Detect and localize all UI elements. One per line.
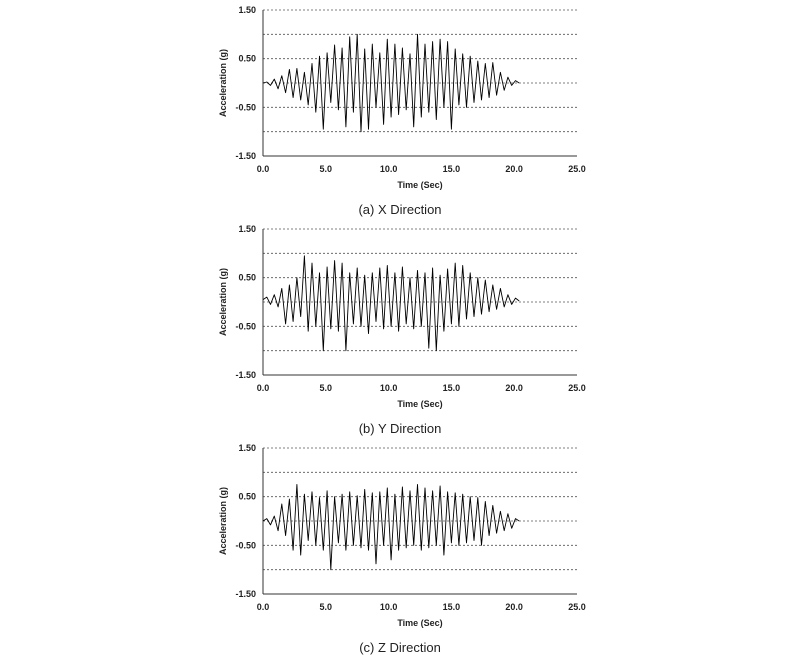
chart-svg-x — [0, 0, 800, 220]
x-tick-label: 15.0 — [442, 602, 461, 612]
x-tick-label: 0.0 — [256, 164, 270, 174]
y-tick-label: -0.50 — [235, 540, 256, 551]
x-tick-label: 25.0 — [568, 383, 586, 393]
x-tick-label: 5.0 — [319, 164, 333, 174]
x-tick-label: 15.0 — [442, 383, 461, 393]
x-tick-label: 5.0 — [319, 383, 333, 393]
y-tick-label: -0.50 — [235, 321, 256, 332]
x-tick-label: 10.0 — [379, 383, 398, 393]
x-tick-label: 20.0 — [505, 602, 523, 612]
x-tick-label: 20.0 — [505, 383, 523, 393]
y-tick-label: 1.50 — [238, 443, 256, 453]
chart-svg-y — [0, 219, 800, 439]
x-tick-label: 5.0 — [319, 602, 333, 612]
x-axis-label: Time (Sec) — [397, 399, 443, 409]
y-tick-label: -1.50 — [235, 370, 256, 380]
y-tick-label: 0.50 — [238, 272, 256, 283]
y-axis-label: Acceleration (g) — [218, 48, 228, 118]
x-axis-label: Time (Sec) — [397, 180, 443, 190]
y-tick-label: 1.50 — [238, 224, 256, 234]
y-axis-label: Acceleration (g) — [218, 486, 228, 556]
y-tick-label: 0.50 — [238, 491, 256, 502]
chart-caption-x: (a) X Direction — [358, 202, 442, 217]
chart-panel-x — [0, 0, 800, 220]
chart-svg-z — [0, 438, 800, 658]
x-tick-label: 0.0 — [256, 383, 270, 393]
x-tick-label: 15.0 — [442, 164, 461, 174]
x-tick-label: 25.0 — [568, 164, 586, 174]
series-line — [263, 256, 519, 351]
chart-caption-z: (c) Z Direction — [359, 640, 441, 655]
x-tick-label: 0.0 — [256, 602, 270, 612]
x-tick-label: 10.0 — [379, 602, 398, 612]
x-tick-label: 20.0 — [505, 164, 523, 174]
chart-panel-y — [0, 219, 800, 439]
chart-caption-y: (b) Y Direction — [358, 421, 442, 436]
y-axis-label: Acceleration (g) — [218, 267, 228, 337]
chart-panel-z — [0, 438, 800, 658]
y-tick-label: 1.50 — [238, 5, 256, 15]
y-tick-label: -0.50 — [235, 102, 256, 113]
x-axis-label: Time (Sec) — [397, 618, 443, 628]
y-tick-label: 0.50 — [238, 53, 256, 64]
series-line — [263, 485, 519, 570]
y-tick-label: -1.50 — [235, 589, 256, 599]
x-tick-label: 10.0 — [379, 164, 398, 174]
x-tick-label: 25.0 — [568, 602, 586, 612]
y-tick-label: -1.50 — [235, 151, 256, 161]
